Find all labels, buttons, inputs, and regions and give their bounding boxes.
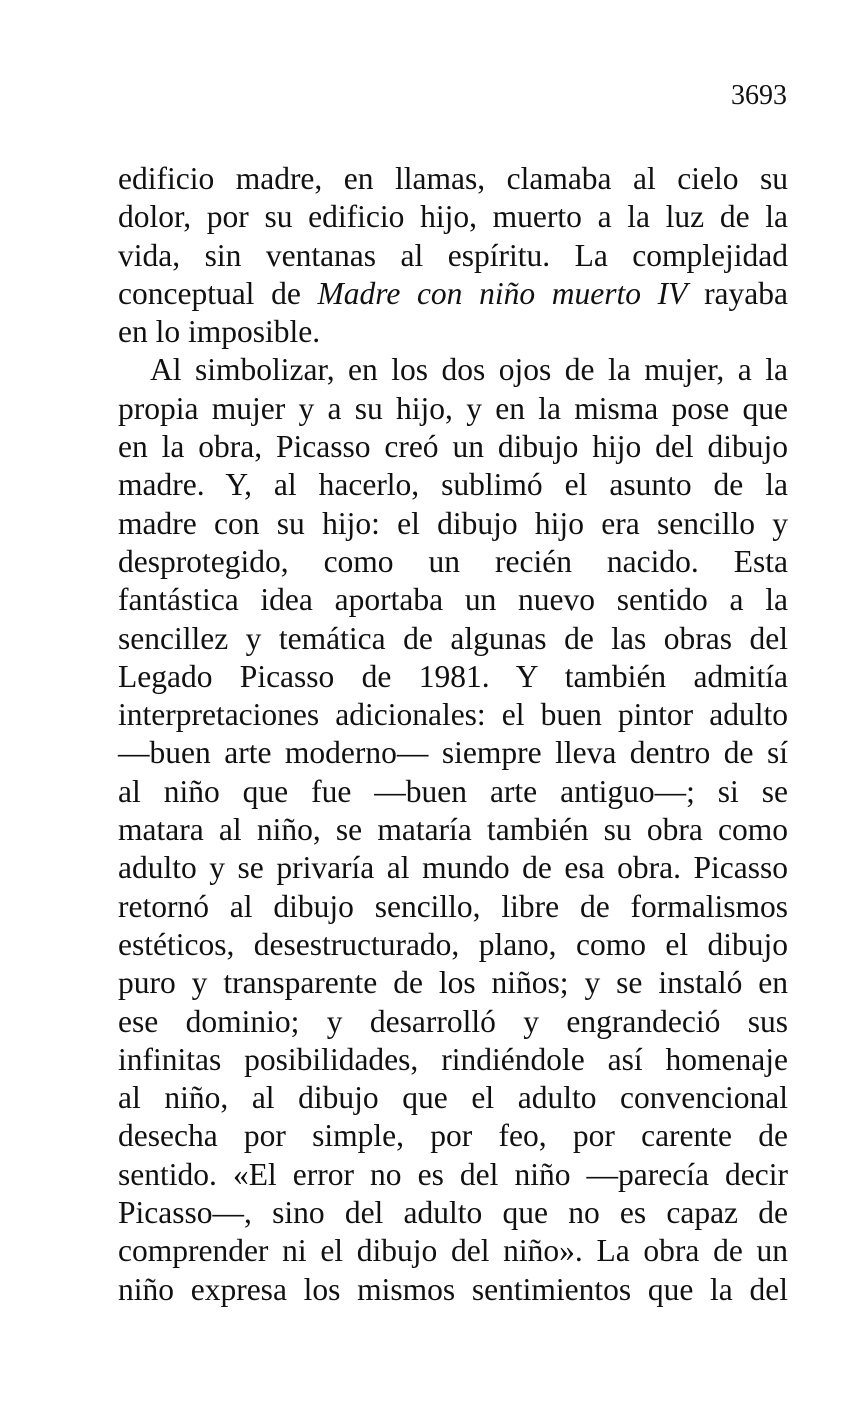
text-line — [118, 581, 788, 619]
text-segment: al niño, al dibujo que el adulto convencional — [118, 1080, 788, 1116]
text-line — [118, 926, 788, 964]
text-segment: conceptual de — [118, 275, 318, 311]
text-line — [118, 1271, 788, 1309]
text-segment: sentido. «El error no es del niño —parecía decir — [118, 1156, 788, 1192]
text-segment: en la obra, Picasso creó un dibujo hijo del dibujo — [118, 429, 788, 465]
text-segment: desecha por simple, por feo, por carente de — [118, 1118, 788, 1154]
text-line — [118, 1117, 788, 1155]
paragraph — [118, 160, 788, 351]
text-line — [118, 466, 788, 504]
text-line — [118, 351, 788, 389]
text-line — [118, 811, 788, 849]
text-segment: Picasso—, sino del adulto que no es capaz de — [118, 1195, 788, 1231]
text-line — [118, 237, 788, 275]
text-segment: propia mujer y a su hijo, y en la misma pose que — [118, 390, 788, 426]
text-line — [118, 505, 788, 543]
text-segment: retornó al dibujo sencillo, libre de formalismos — [118, 888, 788, 924]
text-line — [118, 734, 788, 772]
text-line — [118, 428, 788, 466]
text-line — [118, 1156, 788, 1194]
text-line — [118, 964, 788, 1002]
text-line — [118, 888, 788, 926]
text-line — [118, 313, 788, 351]
text-line — [118, 198, 788, 236]
text-line — [118, 1079, 788, 1117]
text-line — [118, 543, 788, 581]
text-line — [118, 696, 788, 734]
text-segment: infinitas posibilidades, rindiéndole así homenaje — [118, 1041, 788, 1077]
text-line — [118, 1194, 788, 1232]
text-segment: madre con su hijo: el dibujo hijo era sencillo y — [118, 505, 788, 541]
text-segment: estéticos, desestructurado, plano, como el dibujo — [118, 926, 788, 962]
text-line — [118, 1041, 788, 1079]
text-segment: puro y transparente de los niños; y se instaló en — [118, 965, 788, 1001]
text-segment: dolor, por su edificio hijo, muerto a la luz de la — [118, 199, 788, 235]
text-segment: vida, sin ventanas al espíritu. La complejidad — [118, 237, 788, 273]
text-segment: desprotegido, como un recién nacido. Esta — [118, 543, 788, 579]
text-line — [118, 275, 788, 313]
text-segment: interpretaciones adicionales: el buen pintor adulto — [118, 697, 788, 733]
text-line — [118, 390, 788, 428]
body-text — [118, 160, 788, 1309]
page-number: 3693 — [731, 80, 787, 111]
text-segment: al niño que fue —buen arte antiguo—; si se — [118, 773, 788, 809]
text-segment: comprender ni el dibujo del niño». La obra de un — [118, 1233, 788, 1269]
text-segment: niño expresa los mismos sentimientos que la del — [118, 1271, 788, 1307]
text-segment: matara al niño, se mataría también su obra como — [118, 812, 788, 848]
italic-title: Madre con niño muerto IV — [317, 275, 688, 311]
text-segment: adulto y se privaría al mundo de esa obra. Picasso — [118, 850, 788, 886]
text-line — [118, 773, 788, 811]
text-segment: Al simbolizar, en los dos ojos de la mujer, a la — [150, 352, 788, 388]
text-segment: fantástica idea aportaba un nuevo sentido a la — [118, 582, 788, 618]
text-line — [118, 1232, 788, 1270]
text-segment: —buen arte moderno— siempre lleva dentro de sí — [118, 735, 788, 771]
text-segment: sencillez y temática de algunas de las obras del — [118, 620, 788, 656]
text-segment: en lo imposible. — [118, 314, 321, 350]
text-segment: madre. Y, al hacerlo, sublimó el asunto de la — [118, 467, 788, 503]
text-segment: Legado Picasso de 1981. Y también admitía — [118, 658, 788, 694]
text-segment: rayaba — [687, 275, 789, 311]
paragraph — [118, 351, 788, 1308]
text-line — [118, 849, 788, 887]
text-segment: edificio madre, en llamas, clamaba al cielo su — [118, 161, 788, 196]
text-line — [118, 160, 788, 198]
text-segment: ese dominio; y desarrolló y engrandeció sus — [118, 1003, 788, 1039]
text-line — [118, 658, 788, 696]
text-line — [118, 1003, 788, 1041]
text-line — [118, 620, 788, 658]
